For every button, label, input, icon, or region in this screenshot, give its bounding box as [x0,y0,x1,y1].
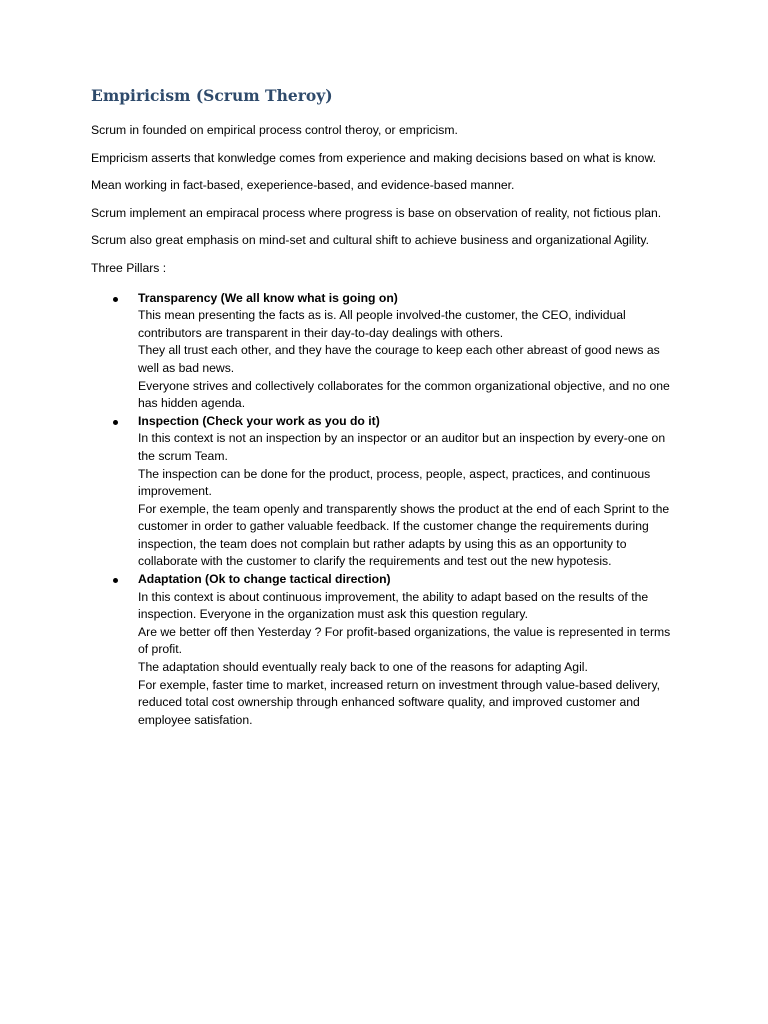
document-page [91,86,676,729]
pillar-line: Are we better off then Yesterday ? For profit-based organizations, the value is represented in terms of profit. [138,624,671,657]
pillar-line: The adaptation should eventually realy back to one of the reasons for adapting Agil. [138,660,588,675]
bullet-icon [113,578,118,583]
pillar-line: Everyone strives and collectively collaborates for the common organizational objective, and no one has hidden agenda. [138,378,670,411]
bullet-icon [113,297,118,302]
pillar-inspection [91,413,676,571]
pillar-title: Transparency (We all know what is going on) [138,290,398,305]
intro-paragraph-5: Scrum also great emphasis on mind-set and cultural shift to achieve business and organizational Agility. [91,233,649,248]
intro-paragraph-3: Mean working in fact-based, exeperience-based, and evidence-based manner. [91,178,515,193]
pillars-heading: Three Pillars : [91,260,167,275]
pillar-line: The inspection can be done for the product, process, people, aspect, practices, and continuous improvement. [138,466,651,499]
pillar-title: Adaptation (Ok to change tactical direction) [138,572,391,587]
pillar-title: Inspection (Check your work as you do it) [138,413,380,428]
pillar-line: This mean presenting the facts as is. All people involved-the customer, the CEO, individual contributors are transparent in their day-to-day dealings with others. [138,308,626,340]
pillar-line: For exemple, faster time to market, increased return on investment through value-based delivery, reduced total cost ownership through enhanced software quality, and improved customer and employee satisfation. [138,677,661,727]
bullet-icon [113,420,118,425]
pillar-transparency [91,290,676,413]
pillar-adaptation [91,571,676,729]
pillar-line: They all trust each other, and they have the courage to keep each other abreast of good news as well as bad news. [138,343,660,375]
pillar-line: For exemple, the team openly and transparently shows the product at the end of each Sprint to the customer in order to gather valuable feedback. If the customer change the requirements during inspection, the team does not complain but rather adapts by using this as an opportunity to collaborate with the customer to clarify the requirements and test out the new hypotesis. [138,501,670,569]
document-title: Empiricism (Scrum Theroy) [91,86,333,105]
intro-paragraph-2: Empricism asserts that konwledge comes from experience and making decisions based on what is know. [91,150,656,165]
pillar-line: In this context is about continuous improvement, the ability to adapt based on the results of the inspection. Everyone in the organization must ask this question regulary. [138,589,649,622]
intro-paragraph-1: Scrum in founded on empirical process control theroy, or empricism. [91,123,458,137]
intro-paragraph-4: Scrum implement an empiracal process where progress is base on observation of reality, not fictious plan. [91,205,662,220]
pillars-list [91,290,676,730]
pillar-line: In this context is not an inspection by an inspector or an auditor but an inspection by every-one on the scrum Team. [138,431,666,463]
